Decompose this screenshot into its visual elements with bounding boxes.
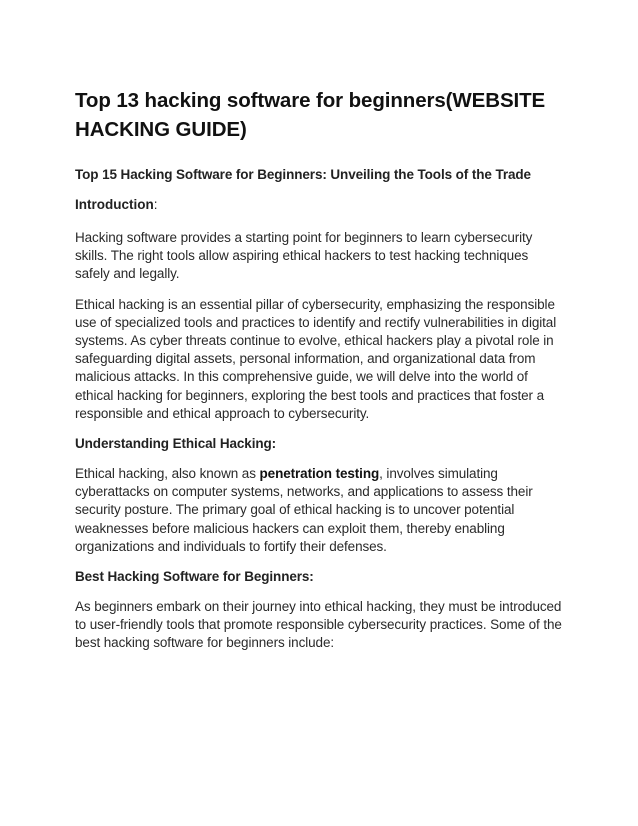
introduction-heading-colon: : bbox=[153, 197, 158, 212]
introduction-paragraph: Hacking software provides a starting point for beginners to learn cybersecurity skills. The right tools allow aspiring ethical hackers to test hacking techniques safely and legally. bbox=[75, 230, 533, 282]
understanding-heading: Understanding Ethical Hacking: bbox=[75, 436, 277, 452]
document-title: Top 13 hacking software for beginners(WEBSITE HACKING GUIDE) bbox=[75, 89, 546, 141]
penetration-testing-term: penetration testing bbox=[259, 466, 380, 482]
introduction-heading bbox=[75, 196, 565, 214]
ethical-hacking-paragraph: Ethical hacking is an essential pillar of cybersecurity, emphasizing the responsible use of specialized tools and practices to identify and rectify vulnerabilities in digital systems. As cyber threats continue to evolve, ethical hackers play a pivotal role in safeguarding digital assets, personal information, and organizational data from malicious attacks. In this comprehensive guide, we will delve into the world of ethical hacking for beginners, exploring the best tools and practices that foster a responsible and ethical approach to cybersecurity. bbox=[75, 296, 557, 421]
understanding-text-after: , involves simulating cyberattacks on computer systems, networks, and applications to assess their security posture. The primary goal of ethical hacking is to uncover potential weaknesses before malicious hackers can exploit them, thereby enabling organizations and individuals to fortify their defenses. bbox=[75, 466, 533, 554]
document-body bbox=[75, 86, 565, 653]
understanding-text-before: Ethical hacking, also known as bbox=[75, 466, 260, 482]
document-subtitle: Top 15 Hacking Software for Beginners: Unveiling the Tools of the Trade bbox=[75, 167, 531, 182]
introduction-heading-label: Introduction bbox=[75, 197, 154, 212]
best-software-paragraph: As beginners embark on their journey into ethical hacking, they must be introduced to user-friendly tools that promote responsible cybersecurity practices. Some of the best hacking software for beginners include: bbox=[75, 599, 562, 651]
understanding-paragraph bbox=[75, 465, 565, 556]
best-software-heading: Best Hacking Software for Beginners: bbox=[75, 569, 314, 585]
